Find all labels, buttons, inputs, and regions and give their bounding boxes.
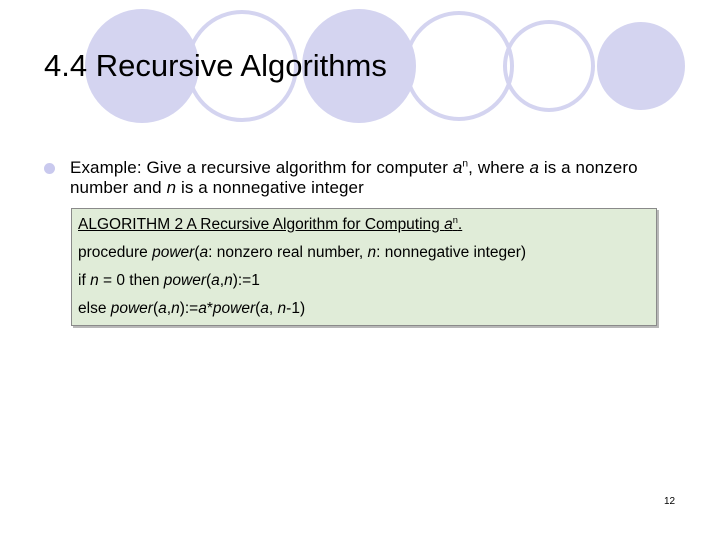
- page-number: 12: [664, 496, 676, 507]
- code-text: *: [206, 300, 213, 317]
- var-n-superscript: n: [452, 214, 458, 225]
- var-n: n: [224, 272, 233, 289]
- algorithm-line-if: [78, 267, 656, 295]
- code-text: (: [205, 272, 212, 289]
- function-name: power: [110, 300, 153, 317]
- var-a: a: [452, 158, 463, 177]
- heading-text: ALGORITHM 2 A Recursive Algorithm for Computing: [78, 216, 445, 233]
- function-name: power: [152, 244, 195, 261]
- bullet-text-part: Example: Give a recursive algorithm for computer: [70, 158, 453, 177]
- code-text: ):=1: [232, 272, 260, 289]
- keyword-else: else: [78, 300, 111, 317]
- code-text: (: [194, 244, 200, 261]
- code-text: (: [255, 300, 261, 317]
- circle-ring-2: [406, 13, 512, 119]
- function-name: power: [212, 300, 256, 317]
- var-a: a: [529, 158, 540, 177]
- algorithm-box: [71, 208, 657, 326]
- var-n: n: [166, 178, 177, 197]
- heading-period: .: [457, 216, 463, 233]
- var-a: a: [198, 300, 207, 317]
- keyword-if: if: [78, 272, 91, 289]
- bullet-text-part: , where: [468, 158, 530, 177]
- code-text: : nonzero real number,: [208, 244, 368, 261]
- var-n: n: [367, 244, 377, 261]
- code-text: (: [152, 300, 159, 317]
- code-text: ,: [219, 272, 225, 289]
- bullet-text: [70, 158, 684, 198]
- circle-ring-3: [505, 22, 593, 110]
- var-a: a: [260, 300, 269, 317]
- var-a: a: [444, 216, 453, 233]
- slide-title: 4.4 Recursive Algorithms: [44, 48, 387, 83]
- circle-filled-3: [597, 22, 685, 110]
- algorithm-line-procedure: [78, 239, 656, 267]
- var-a: a: [158, 300, 167, 317]
- algorithm-heading: [78, 211, 656, 239]
- function-name: power: [163, 272, 206, 289]
- bullet-text-part: is a nonnegative integer: [176, 178, 364, 197]
- code-text: ,: [166, 300, 172, 317]
- var-a: a: [199, 244, 209, 261]
- code-text: ,: [268, 300, 278, 317]
- var-n: n: [171, 300, 180, 317]
- algorithm-line-else: [78, 295, 656, 323]
- bullet-dot: [44, 163, 55, 174]
- keyword-procedure: procedure: [78, 244, 153, 261]
- var-a: a: [211, 272, 220, 289]
- code-text: : nonnegative integer): [376, 244, 527, 261]
- bullet-text-part: is a nonzero number and: [70, 158, 638, 197]
- var-n: n: [277, 300, 287, 317]
- var-n-superscript: n: [462, 158, 469, 170]
- code-text: = 0 then: [98, 272, 164, 289]
- bullet-example: [44, 158, 684, 198]
- code-text: ):=: [179, 300, 199, 317]
- var-n: n: [90, 272, 99, 289]
- code-text: -1): [286, 300, 306, 317]
